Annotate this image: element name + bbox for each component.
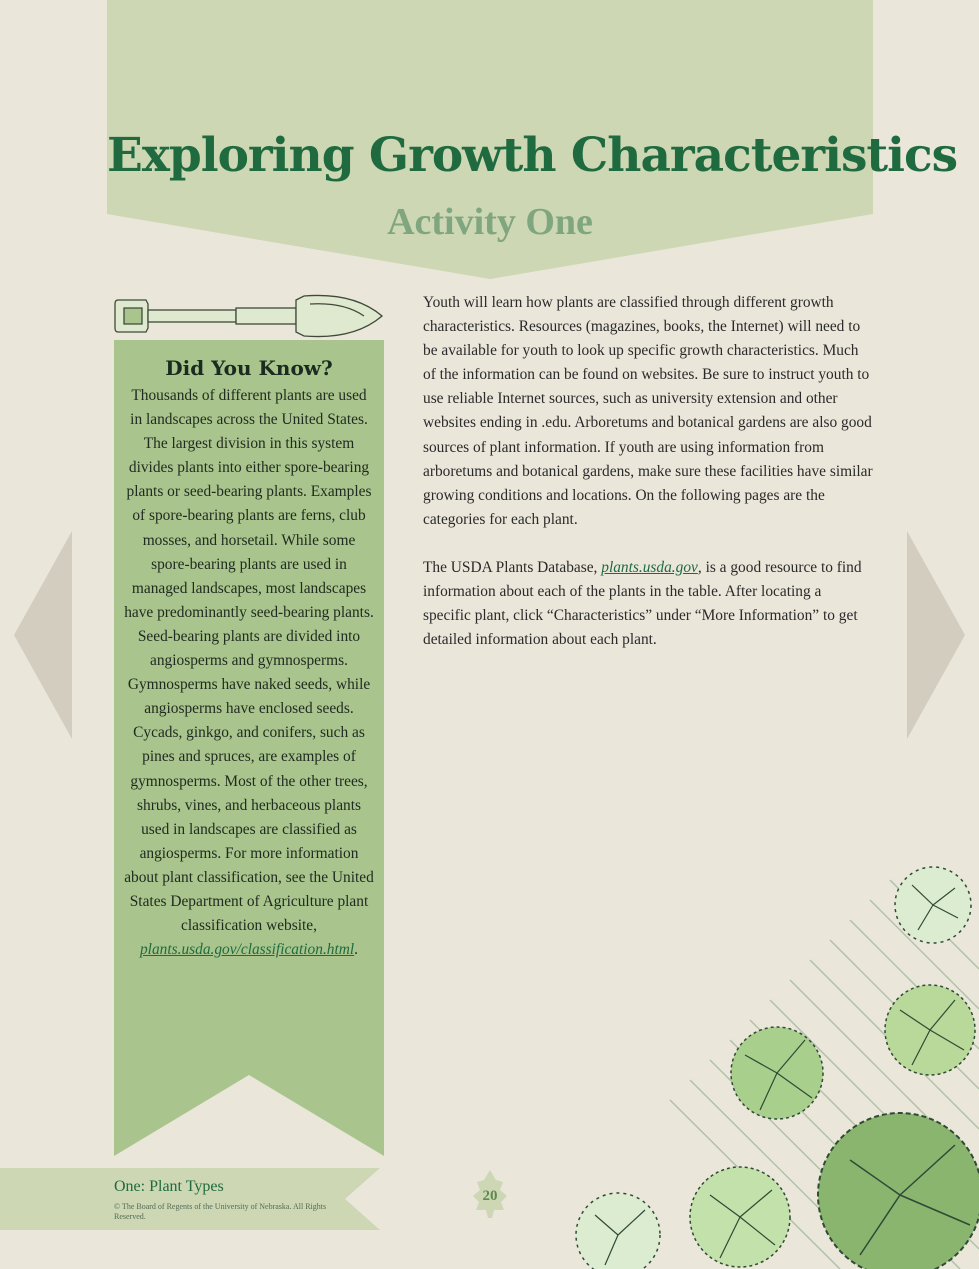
main-content: [423, 291, 873, 676]
sidebar-body-end: .: [354, 941, 359, 959]
classification-link[interactable]: plants.usda.gov/classification.html: [139, 941, 355, 959]
section-label: One: Plant Types: [114, 1178, 224, 1195]
shrub-icon: [885, 985, 975, 1075]
copyright-notice: © The Board of Regents of the University of Nebraska. All Rights Reserved.: [114, 1202, 327, 1221]
sidebar-body-text: Thousands of different plants are used in landscapes across the United States. The largest division in this system divides plants into either spore-bearing plants or seed-bearing plants. Examples of spore-bearing plants are ferns, club mosses, and horsetail. While some spore-bearing plants are used in managed landscapes, most landscapes have predominantly seed-bearing plants. Seed-bearing plants are divided into angiosperms and gymnosperms. Gymnosperms have naked seeds, while angiosperms have enclosed seeds. Cycads, ginkgo, and conifers, such as pines and spruces, are examples of gymnosperms. Most of the other trees, shrubs, vines, and herbaceous plants used in landscapes are classified as angiosperms. For more information about plant classification, see the United States Department of Agriculture plant classification website,: [124, 387, 374, 935]
shrub-icon: [690, 1167, 790, 1267]
next-page-arrow[interactable]: [907, 531, 965, 739]
plants-database-link[interactable]: plants.usda.gov: [601, 558, 698, 576]
previous-page-arrow[interactable]: [14, 531, 72, 739]
usda-paragraph-end: , is a good resource to find information about each of the plants in the table. After locating a specific plant, click “Characteristics” under “More Information” to get detailed information about each plant.: [423, 558, 862, 649]
tree-icon: [818, 1113, 979, 1269]
sidebar-heading: Did You Know?: [165, 356, 333, 380]
usda-paragraph: [423, 556, 873, 652]
page-title: Exploring Growth Characteristics: [107, 128, 958, 183]
did-you-know-panel: [124, 352, 374, 962]
intro-paragraph: Youth will learn how plants are classified through different growth characteristics. Resources (magazines, books, the Internet) will need to be available for youth to look up specific growth characteristics. Much of the information can be found on websites. Be sure to instruct youth to use reliable Internet sources, such as university extension and other websites ending in .edu. Arboretums and botanical gardens are also good sources of plant information. If youth are using information from arboretums and botanical gardens, make sure these facilities have similar growing conditions and locations. On the following pages are the categories for each plant.: [423, 294, 873, 528]
shrub-icon: [576, 1193, 660, 1269]
shrub-icon: [895, 867, 971, 943]
usda-paragraph-start: The USDA Plants Database,: [423, 558, 602, 576]
shrub-icon: [731, 1027, 823, 1119]
page-number: 20: [482, 1188, 498, 1204]
sidebar-body: [124, 384, 374, 962]
shovel-icon: [115, 295, 382, 336]
page-subtitle: Activity One: [387, 201, 593, 243]
plant-illustration: [560, 860, 979, 1269]
